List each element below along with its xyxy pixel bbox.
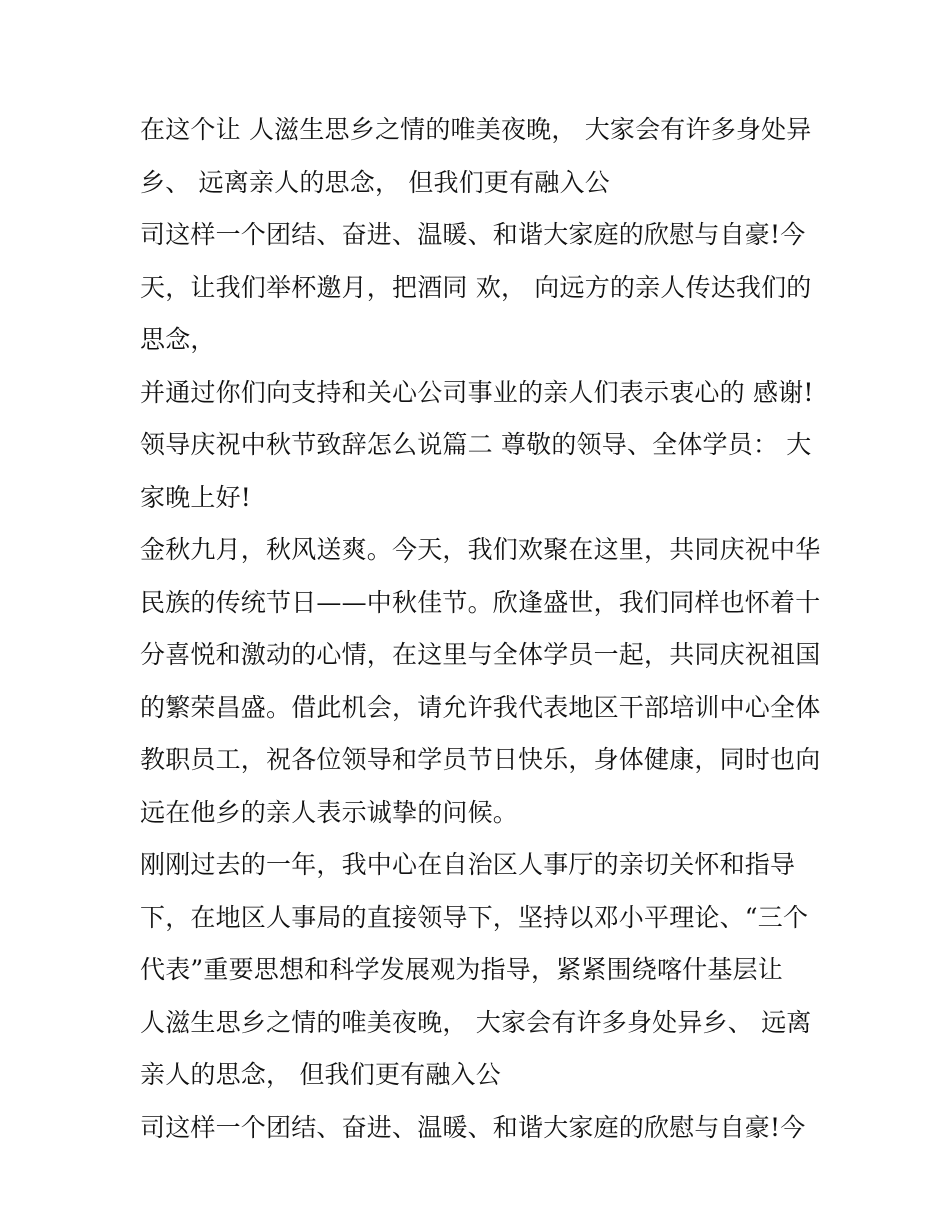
text-line: 乡、 远离亲人的思念， 但我们更有融入公 bbox=[140, 167, 610, 197]
text-line: 领导庆祝中秋节致辞怎么说篇二 尊敬的领导、全体学员： 大 bbox=[140, 430, 812, 459]
text-line: 分喜悦和激动的心情，在这里与全体学员一起，共同庆祝祖国 bbox=[140, 640, 821, 669]
text-line: 司这样一个团结、奋进、温暖、和谐大家庭的欣慰与自豪!今 bbox=[140, 220, 806, 249]
text-line: 金秋九月，秋风送爽。今天，我们欢聚在这里，共同庆祝中华 bbox=[140, 535, 821, 564]
text-line: 亲人的思念， 但我们更有融入公 bbox=[140, 1060, 501, 1089]
text-line: 代表”重要思想和科学发展观为指导，紧紧围绕喀什基层让 bbox=[140, 955, 783, 984]
text-line: 教职员工，祝各位领导和学员节日快乐，身体健康，同时也向 bbox=[140, 745, 821, 774]
text-line: 并通过你们向支持和关心公司事业的亲人们表示衷心的 感谢! bbox=[140, 377, 814, 407]
text-line: 天，让我们举杯邀月，把酒同 欢， 向远方的亲人传达我们的 bbox=[140, 272, 812, 302]
text-line: 思念， bbox=[140, 325, 216, 354]
text-line: 司这样一个团结、奋进、温暖、和谐大家庭的欣慰与自豪!今 bbox=[140, 1112, 806, 1142]
text-line: 的繁荣昌盛。借此机会，请允许我代表地区干部培训中心全体 bbox=[140, 692, 821, 722]
text-line: 人滋生思乡之情的唯美夜晚， 大家会有许多身处异乡、 远离 bbox=[140, 1007, 812, 1037]
text-line: 在这个让 人滋生思乡之情的唯美夜晚， 大家会有许多身处异 bbox=[140, 115, 812, 144]
text-line: 家晚上好! bbox=[140, 482, 252, 512]
text-line: 远在他乡的亲人表示诚挚的问候。 bbox=[140, 797, 519, 827]
text-line: 民族的传统节日——中秋佳节。欣逢盛世，我们同样也怀着十 bbox=[140, 587, 821, 617]
text-line: 刚刚过去的一年，我中心在自治区人事厅的亲切关怀和指导 bbox=[140, 850, 796, 879]
document-body bbox=[140, 104, 840, 1154]
text-line: 下，在地区人事局的直接领导下，坚持以邓小平理论、“三个 bbox=[140, 902, 809, 932]
